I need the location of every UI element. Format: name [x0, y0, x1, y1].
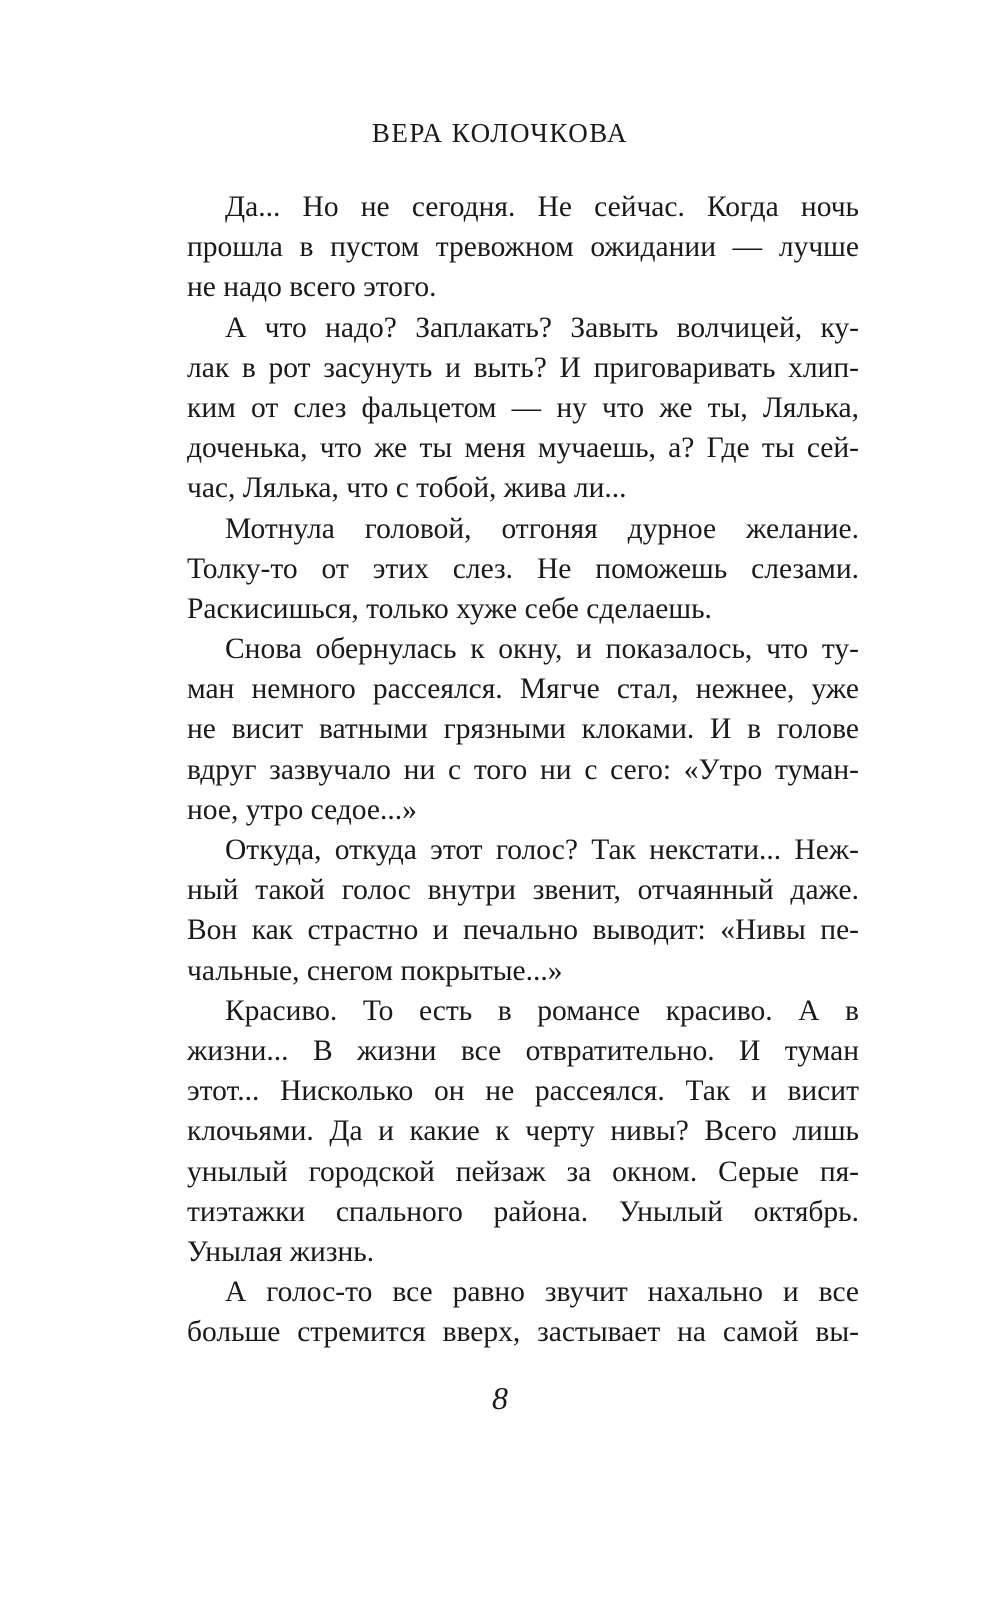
text-line: Мотнула головой, отгоняя дурное желание.: [225, 512, 859, 545]
text-line: Снова обернулась к окну, и показалось, что ту-: [225, 633, 859, 666]
page-number: 8: [492, 1380, 508, 1416]
text-line: А голос-то все равно звучит нахально и все: [225, 1276, 859, 1309]
paragraph: [187, 629, 859, 830]
text-line: вдруг зазвучало ни с того ни с сего: «Утро туман-: [187, 753, 859, 786]
text-line: этот... Нисколько он не рассеялся. Так и висит: [187, 1075, 859, 1108]
running-header-author: ВЕРА КОЛОЧКОВА: [371, 118, 629, 148]
text-line: Красиво. То есть в романсе красиво. А в: [225, 994, 859, 1027]
text-line: Да... Но не сегодня. Не сейчас. Когда ночь: [225, 191, 859, 223]
text-line: чальные, снегом покрытые...»: [187, 954, 563, 987]
text-line: час, Лялька, что с тобой, жива ли...: [187, 472, 627, 505]
text-line: Раскисишься, только хуже себе сделаешь.: [187, 592, 712, 625]
text-line: ким от слез фальцетом — ну что же ты, Лялька,: [187, 391, 859, 424]
text-line: жизни... В жизни все отвратительно. И туман: [187, 1034, 859, 1067]
text-line: А что надо? Заплакать? Завыть волчицей, ку-: [225, 311, 859, 344]
text-line: клочьями. Да и какие к черту нивы? Всего лишь: [187, 1115, 859, 1148]
text-line: унылый городской пейзаж за окном. Серые пя-: [187, 1155, 859, 1188]
text-line: больше стремится вверх, застывает на самой вы-: [187, 1316, 859, 1349]
body-text: [187, 187, 859, 1352]
text-line: доченька, что же ты меня мучаешь, а? Где ты сей-: [187, 432, 859, 465]
text-line: тиэтажки спального района. Унылый октябрь.: [187, 1195, 859, 1228]
paragraph: [187, 1272, 859, 1352]
text-line: Унылая жизнь.: [187, 1235, 375, 1268]
paragraph: [187, 830, 859, 991]
paragraph: [187, 308, 859, 509]
text-line: не надо всего этого.: [187, 271, 437, 304]
text-line: лак в рот засунуть и выть? И приговаривать хлип-: [187, 351, 859, 384]
text-line: ный такой голос внутри звенит, отчаянный даже.: [187, 874, 859, 907]
text-line: Откуда, откуда этот голос? Так некстати... Неж-: [225, 834, 859, 866]
text-line: Толку-то от этих слез. Не поможешь слезами.: [187, 552, 859, 585]
text-line: прошла в пустом тревожном ожидании — лучше: [187, 231, 859, 264]
text-line: ман немного рассеялся. Мягче стал, нежнее, уже: [187, 673, 859, 706]
text-line: Вон как страстно и печально выводит: «Нивы пе-: [187, 914, 859, 947]
text-line: не висит ватными грязными клоками. И в голове: [187, 713, 859, 746]
paragraph: [187, 509, 859, 630]
paragraph: [187, 187, 859, 308]
text-line: ное, утро седое...»: [187, 793, 417, 826]
paragraph: [187, 991, 859, 1272]
